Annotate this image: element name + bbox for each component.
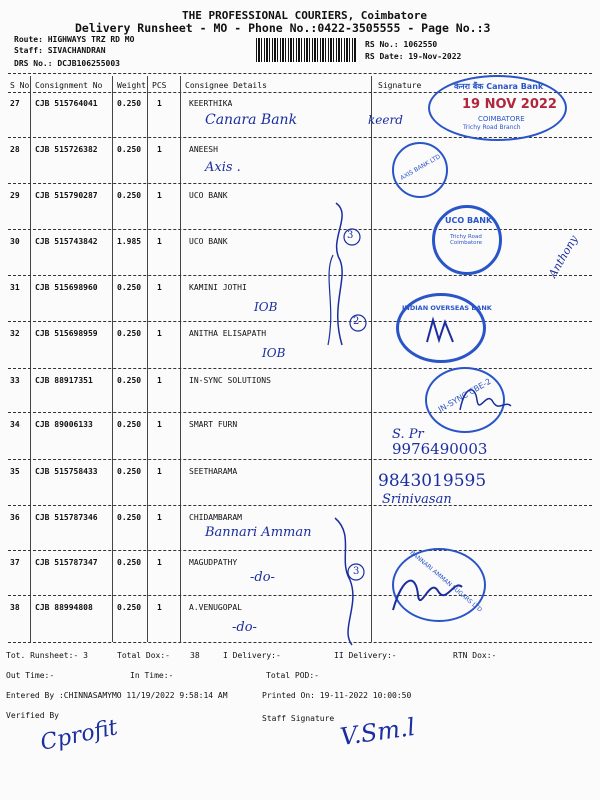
drs-number: DRS No.: DCJB106255003: [14, 59, 120, 68]
bannari-stamp: BANNARI AMMAN SUGARS LTD: [392, 548, 486, 622]
divider: [8, 229, 592, 230]
bracket-count-37-38: 3: [353, 566, 360, 577]
uco-bank-stamp: UCO BANK Trichy Road Coimbatore: [432, 205, 502, 275]
ii-delivery: II Delivery:-: [334, 651, 397, 660]
row-weight: 0.250: [117, 513, 142, 522]
insync-stamp: IN-SYNC CBE-2: [425, 367, 505, 433]
runsheet-title: Delivery Runsheet - MO - Phone No.:0422-3505555 - Page No.:3: [75, 21, 491, 35]
axis-bank-stamp: AXIS BANK LTD: [392, 142, 448, 198]
row-pcs: 1: [157, 145, 162, 154]
row-pcs: 1: [157, 558, 162, 567]
row-pcs: 1: [157, 237, 162, 246]
bracket-count-29-30: 3: [347, 230, 354, 241]
col-consignee: Consignee Details: [185, 81, 267, 90]
rtn-dox: RTN Dox:-: [453, 651, 497, 660]
row-weight: 0.250: [117, 191, 142, 200]
row-pcs: 1: [157, 467, 162, 476]
canara-bank-stamp: केनरा बैंक Canara Bank 19 NOV 2022 COIMBATORE Trichy Road Branch: [428, 75, 567, 141]
rs-number: RS No.: 1062550: [365, 40, 438, 49]
row-pcs: 1: [157, 283, 162, 292]
row-consignment: CJB 515787347: [35, 558, 98, 567]
barcode: [256, 38, 356, 62]
signature-keerthika: keerd: [368, 113, 403, 127]
column-separator: [112, 76, 113, 642]
staff-signature: V.Sm.l: [338, 712, 417, 752]
in-time: In Time:-: [130, 671, 174, 680]
column-separator: [147, 76, 148, 642]
row-consignment: CJB 515758433: [35, 467, 98, 476]
divider: [8, 505, 592, 506]
divider: [8, 73, 592, 74]
verified-by: Verified By: [6, 711, 59, 720]
row-consignee: CHIDAMBARAM: [189, 513, 242, 522]
row-consignee: UCO BANK: [189, 237, 228, 246]
col-consignment: Consignment No: [35, 81, 103, 90]
handwriting-ditto-37: -do-: [250, 570, 275, 585]
row-pcs: 1: [157, 603, 162, 612]
route: Route: HIGHWAYS TRZ RD MO: [14, 35, 135, 44]
column-separator: [180, 76, 181, 642]
divider: [8, 459, 592, 460]
tot-runsheet: Tot. Runsheet:- 3: [6, 651, 88, 660]
handwriting-iob-31: IOB: [254, 300, 278, 314]
handwriting-canara: Canara Bank: [205, 112, 298, 128]
divider: [8, 595, 592, 596]
row-pcs: 1: [157, 420, 162, 429]
row-weight: 0.250: [117, 283, 142, 292]
row-sno: 38: [10, 603, 20, 612]
divider: [8, 183, 592, 184]
row-consignee: UCO BANK: [189, 191, 228, 200]
divider: [8, 642, 592, 643]
row-weight: 0.250: [117, 145, 142, 154]
row-sno: 30: [10, 237, 20, 246]
row-weight: 0.250: [117, 376, 142, 385]
row-pcs: 1: [157, 513, 162, 522]
bracket-marks-lower: [330, 510, 375, 650]
row-pcs: 1: [157, 329, 162, 338]
row-pcs: 1: [157, 99, 162, 108]
iob-stamp: INDIAN OVERSEAS BANK: [396, 293, 486, 363]
row-sno: 31: [10, 283, 20, 292]
row-consignment: CJB 515787346: [35, 513, 98, 522]
row-sno: 33: [10, 376, 20, 385]
verified-signature: Cprofit: [38, 715, 120, 756]
col-signature: Signature: [378, 81, 422, 90]
signature-seetharama: Srinivasan: [382, 492, 452, 507]
bannari-signature: [388, 565, 468, 620]
row-weight: 0.250: [117, 420, 142, 429]
handwriting-iob-32: IOB: [262, 346, 286, 360]
out-time: Out Time:-: [6, 671, 55, 680]
divider: [8, 550, 592, 551]
row-sno: 32: [10, 329, 20, 338]
row-sno: 29: [10, 191, 20, 200]
signature-smartfurn: S. Pr: [392, 427, 424, 442]
row-consignment: CJB 515743842: [35, 237, 98, 246]
row-pcs: 1: [157, 376, 162, 385]
row-consignment: CJB 515790287: [35, 191, 98, 200]
row-consignment: CJB 515698960: [35, 283, 98, 292]
total-dox-value: 38: [190, 651, 200, 660]
col-sno: S No: [10, 81, 30, 90]
insync-signature: [455, 380, 515, 420]
col-weight: Weight: [117, 81, 146, 90]
row-weight: 0.250: [117, 603, 142, 612]
row-sno: 36: [10, 513, 20, 522]
row-weight: 0.250: [117, 329, 142, 338]
total-dox-label: Total Dox:-: [117, 651, 170, 660]
handwriting-axis: Axis .: [205, 160, 241, 175]
row-consignee: KEERTHIKA: [189, 99, 233, 108]
row-consignee: SEETHARAMA: [189, 467, 238, 476]
row-consignee: KAMINI JOTHI: [189, 283, 247, 292]
col-pcs: PCS: [152, 81, 167, 90]
row-pcs: 1: [157, 191, 162, 200]
row-sno: 35: [10, 467, 20, 476]
row-consignee: SMART FURN: [189, 420, 238, 429]
row-consignee: A.VENUGOPAL: [189, 603, 242, 612]
handwriting-ditto-38: -do-: [232, 620, 257, 635]
phone-smartfurn: 9976490003: [392, 440, 488, 458]
row-sno: 37: [10, 558, 20, 567]
bracket-count-31-32: 2: [353, 316, 360, 327]
row-consignee: MAGUDPATHY: [189, 558, 238, 567]
rs-date: RS Date: 19-Nov-2022: [365, 52, 462, 61]
divider: [8, 275, 592, 276]
entered-by: Entered By :CHINNASAMYMO 11/19/2022 9:58:14 AM: [6, 691, 228, 700]
staff-signature-label: Staff Signature: [262, 714, 335, 723]
row-consignment: CJB 89006133: [35, 420, 93, 429]
divider: [8, 321, 592, 322]
row-consignment: CJB 515698959: [35, 329, 98, 338]
column-separator: [30, 76, 31, 642]
row-consignee: IN-SYNC SOLUTIONS: [189, 376, 271, 385]
row-sno: 34: [10, 420, 20, 429]
bracket-marks: [318, 195, 368, 355]
row-consignment: CJB 88917351: [35, 376, 93, 385]
row-consignee: ANITHA ELISAPATH: [189, 329, 267, 338]
divider: [8, 368, 592, 369]
row-consignment: CJB 515726382: [35, 145, 98, 154]
stamp-date: 19 NOV 2022: [462, 97, 557, 112]
company-name: THE PROFESSIONAL COURIERS, Coimbatore: [182, 9, 428, 22]
row-weight: 0.250: [117, 558, 142, 567]
i-delivery: I Delivery:-: [223, 651, 281, 660]
printed-on: Printed On: 19-11-2022 10:00:50: [262, 691, 412, 700]
total-pod: Total POD:-: [266, 671, 319, 680]
row-weight: 0.250: [117, 467, 142, 476]
phone-seetharama: 9843019595: [378, 471, 487, 491]
row-weight: 0.250: [117, 99, 142, 108]
row-sno: 27: [10, 99, 20, 108]
row-consignment: CJB 88994808: [35, 603, 93, 612]
staff: Staff: SIVACHANDRAN: [14, 46, 106, 55]
signature-uco: Anthony: [545, 233, 581, 280]
row-sno: 28: [10, 145, 20, 154]
row-consignment: CJB 515764041: [35, 99, 98, 108]
row-consignee: ANEESH: [189, 145, 218, 154]
handwriting-bannari: Bannari Amman: [205, 525, 312, 540]
row-weight: 1.985: [117, 237, 142, 246]
